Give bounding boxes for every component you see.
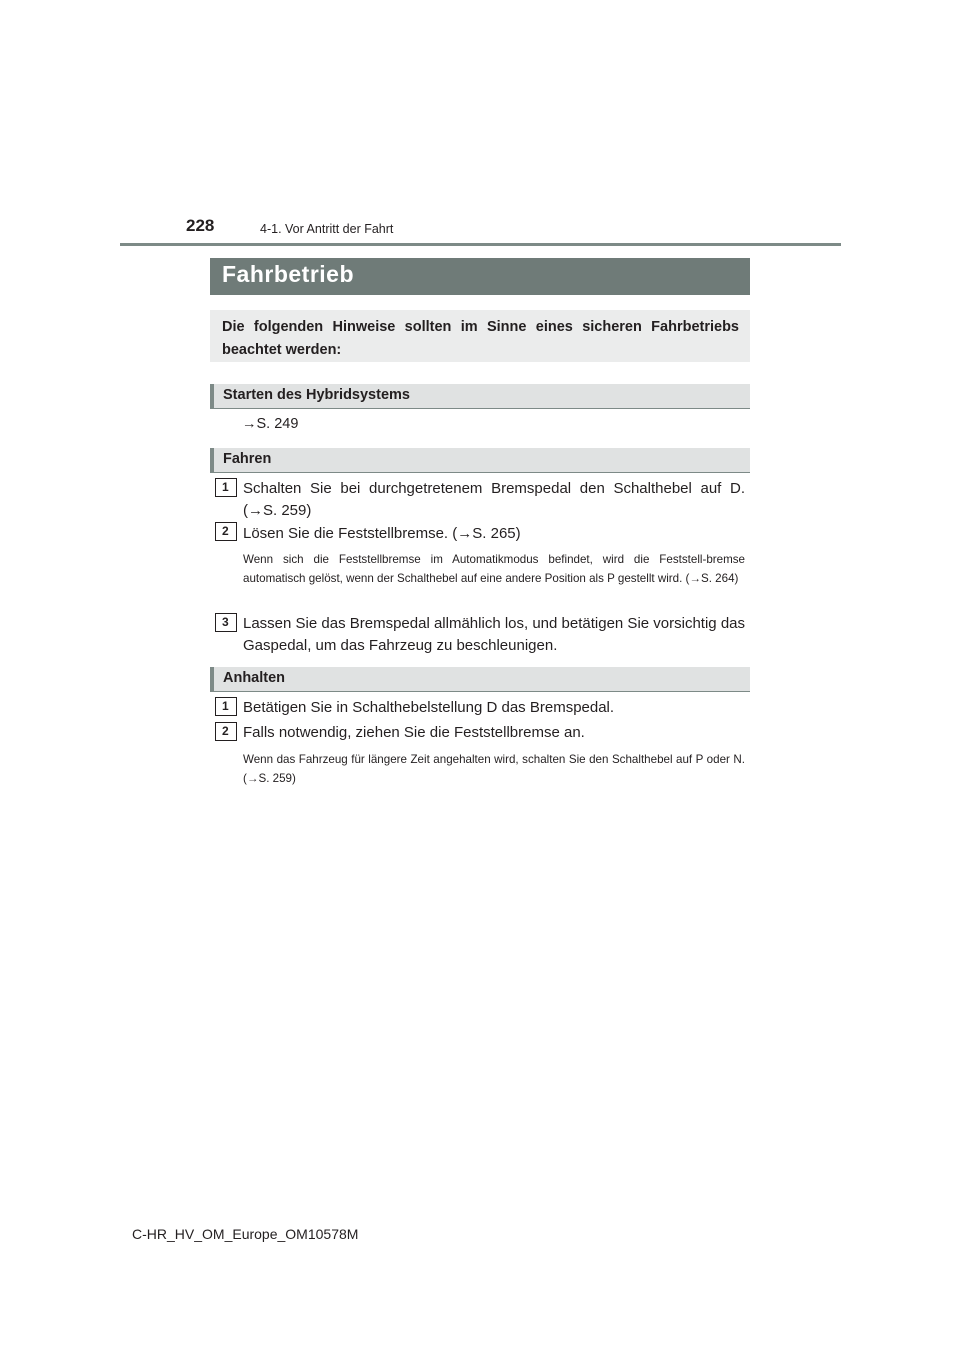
step-number-box: 2 [215, 522, 237, 541]
step-number-box: 3 [215, 613, 237, 632]
step-note: Wenn das Fahrzeug für längere Zeit angehalten wird, schalten Sie den Schalthebel auf P oder N. (→S. 259) [243, 753, 745, 785]
intro-box [210, 310, 750, 362]
step-number-box: 1 [215, 697, 237, 716]
section-title: 4-1. Vor Antritt der Fahrt [260, 222, 394, 236]
subheading-label: Starten des Hybridsystems [223, 387, 410, 403]
step-text: Falls notwendig, ziehen Sie die Feststellbremse an. [243, 724, 585, 741]
step-text: Betätigen Sie in Schalthebelstellung D das Bremspedal. [243, 699, 615, 716]
page-title-bar [210, 258, 750, 295]
step-number-box: 1 [215, 478, 237, 497]
page-reference: →S. 249 [242, 416, 299, 432]
step-note: Wenn sich die Feststellbremse im Automatikmodus befindet, wird die Feststell-bremse automatisch gelöst, wenn der Schalthebel auf eine andere Position als P gestellt wird. (→S. 264) [243, 553, 745, 585]
step-text: Lösen Sie die Feststellbremse. (→S. 265) [243, 525, 521, 542]
step-text: Lassen Sie das Bremspedal allmählich los, und betätigen Sie vorsichtig das Gaspedal, um das Fahrzeug zu beschleunigen. [243, 615, 745, 654]
subheading-starten [210, 384, 750, 409]
header-rule [120, 243, 841, 246]
subheading-fahren [210, 448, 750, 473]
subheading-label: Fahren [223, 451, 272, 467]
step-text: Schalten Sie bei durchgetretenem Bremspedal den Schalthebel auf D. (→S. 259) [243, 480, 745, 519]
intro-text: Die folgenden Hinweise sollten im Sinne eines sicheren Fahrbetriebs beachtet werden: [222, 319, 739, 358]
footer-doc-id: C-HR_HV_OM_Europe_OM10578M [132, 1226, 359, 1242]
subheading-label: Anhalten [223, 670, 286, 686]
subheading-anhalten [210, 667, 750, 692]
page-number: 228 [186, 216, 215, 235]
page-title: Fahrbetrieb [222, 261, 355, 287]
step-number-box: 2 [215, 722, 237, 741]
